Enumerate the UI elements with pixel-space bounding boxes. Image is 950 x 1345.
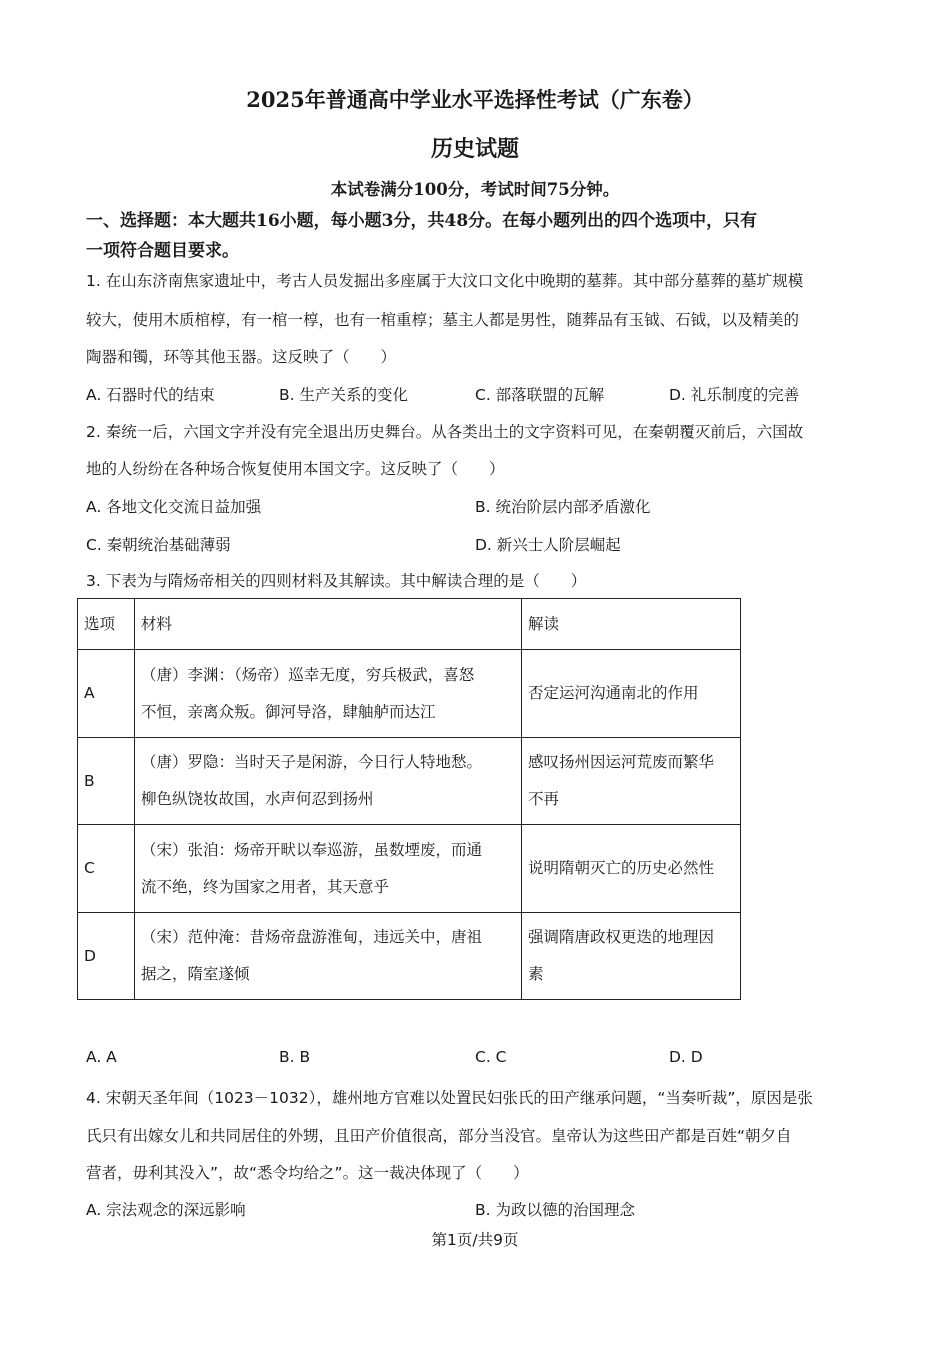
row-reading	[522, 738, 741, 825]
material-line: （宋）范仲淹：昔炀帝盘游淮甸，违远关中，唐祖	[141, 928, 483, 946]
reading-line: 强调隋唐政权更迭的地理因	[528, 928, 715, 946]
q1-line: 1. 在山东济南焦家遗址中，考古人员发掘出多座属于大汶口文化中晚期的墓葬。其中部分墓葬的墓圹规模	[86, 272, 804, 290]
material-line: 流不绝，终为国家之用者，其天意乎	[141, 877, 390, 896]
row-material	[135, 650, 522, 738]
row-key: D	[78, 913, 135, 1000]
q3-stem: 3. 下表为与隋炀帝相关的四则材料及其解读。其中解读合理的是（ ）	[86, 572, 587, 590]
table-row	[78, 825, 741, 913]
q3-option-b: B. B	[279, 1048, 311, 1066]
q4-option-b: B. 为政以德的治国理念	[475, 1201, 635, 1219]
reading-line: 说明隋朝灭亡的历史必然性	[528, 859, 715, 877]
table-header-cell: 选项	[78, 599, 135, 650]
q1-option-d: D. 礼乐制度的完善	[669, 386, 800, 404]
section-heading-line2: 一项符合题目要求。	[86, 241, 239, 261]
q2-option-c: C. 秦朝统治基础薄弱	[86, 536, 231, 554]
q1-option-b: B. 生产关系的变化	[279, 386, 408, 404]
table-header-cell: 解读	[522, 599, 741, 650]
row-material	[135, 825, 522, 913]
exam-note: 本试卷满分100分，考试时间75分钟。	[330, 180, 620, 199]
reading-line: 否定运河沟通南北的作用	[528, 684, 699, 702]
row-reading	[522, 913, 741, 1000]
material-line: 不恒，亲离众叛。御河导洛，肆舳舻而达江	[141, 702, 436, 721]
row-reading	[522, 650, 741, 738]
q3-option-d: D. D	[669, 1048, 703, 1066]
material-line: （唐）罗隐：当时天子是闲游，今日行人特地愁。	[141, 753, 483, 771]
q3-option-a: A. A	[86, 1048, 117, 1066]
row-material	[135, 738, 522, 825]
row-key: A	[78, 650, 135, 738]
q3-table	[77, 598, 741, 1000]
row-material	[135, 913, 522, 1000]
q2-option-d: D. 新兴士人阶层崛起	[475, 536, 621, 554]
q2-line: 2. 秦统一后，六国文字并没有完全退出历史舞台。从各类出土的文字资料可见，在秦朝覆灭前后，六国故	[86, 423, 804, 441]
exam-title: 2025年普通高中学业水平选择性考试（广东卷）	[246, 87, 704, 112]
table-header-row	[78, 599, 741, 650]
q3-option-c: C. C	[475, 1048, 507, 1066]
table-row	[78, 650, 741, 738]
material-line: 柳色纵饶妆故国，水声何忍到扬州	[141, 790, 374, 808]
section-heading-line1: 一、选择题：本大题共16小题，每小题3分，共48分。在每小题列出的四个选项中，只有	[86, 211, 758, 231]
reading-line: 不再	[528, 790, 560, 808]
material-line: （唐）李渊：（炀帝）巡幸无度，穷兵极武，喜怒	[141, 665, 475, 684]
material-line: （宋）张洎：炀帝开畎以奉巡游，虽数堙废，而通	[141, 840, 483, 859]
row-reading	[522, 825, 741, 913]
reading-line: 素	[528, 965, 544, 983]
q4-line: 营者，毋利其没入”，故“悉令均给之”。这一裁决体现了（ ）	[86, 1164, 529, 1182]
table-header-cell: 材料	[135, 599, 522, 650]
q1-line: 陶器和镯，环等其他玉器。这反映了（ ）	[86, 348, 397, 366]
page-footer: 第1页/共9页	[431, 1231, 519, 1249]
q4-option-a: A. 宗法观念的深远影响	[86, 1201, 246, 1219]
q1-option-a: A. 石器时代的结束	[86, 386, 215, 404]
q1-line: 较大，使用木质棺椁，有一棺一椁，也有一棺重椁；墓主人都是男性，随葬品有玉钺、石钺，以及精美的	[86, 311, 800, 329]
row-key: B	[78, 738, 135, 825]
table-row	[78, 738, 741, 825]
reading-line: 感叹扬州因运河荒废而繁华	[528, 753, 715, 771]
q4-line: 4. 宋朝天圣年间（1023－1032），雄州地方官难以处置民妇张氏的田产继承问题，“当奏听裁”，原因是张	[86, 1089, 813, 1107]
table-row	[78, 913, 741, 1000]
q4-line: 氏只有出嫁女儿和共同居住的外甥，且田产价值很高，部分当没官。皇帝认为这些田产都是百姓“朝夕自	[86, 1127, 792, 1145]
exam-subtitle: 历史试题	[430, 136, 519, 162]
material-line: 据之，隋室遂倾	[141, 965, 250, 983]
q2-line: 地的人纷纷在各种场合恢复使用本国文字。这反映了（ ）	[86, 460, 505, 478]
q2-option-a: A. 各地文化交流日益加强	[86, 498, 262, 516]
q1-option-c: C. 部落联盟的瓦解	[475, 386, 605, 404]
row-key: C	[78, 825, 135, 913]
q2-option-b: B. 统治阶层内部矛盾激化	[475, 498, 651, 516]
